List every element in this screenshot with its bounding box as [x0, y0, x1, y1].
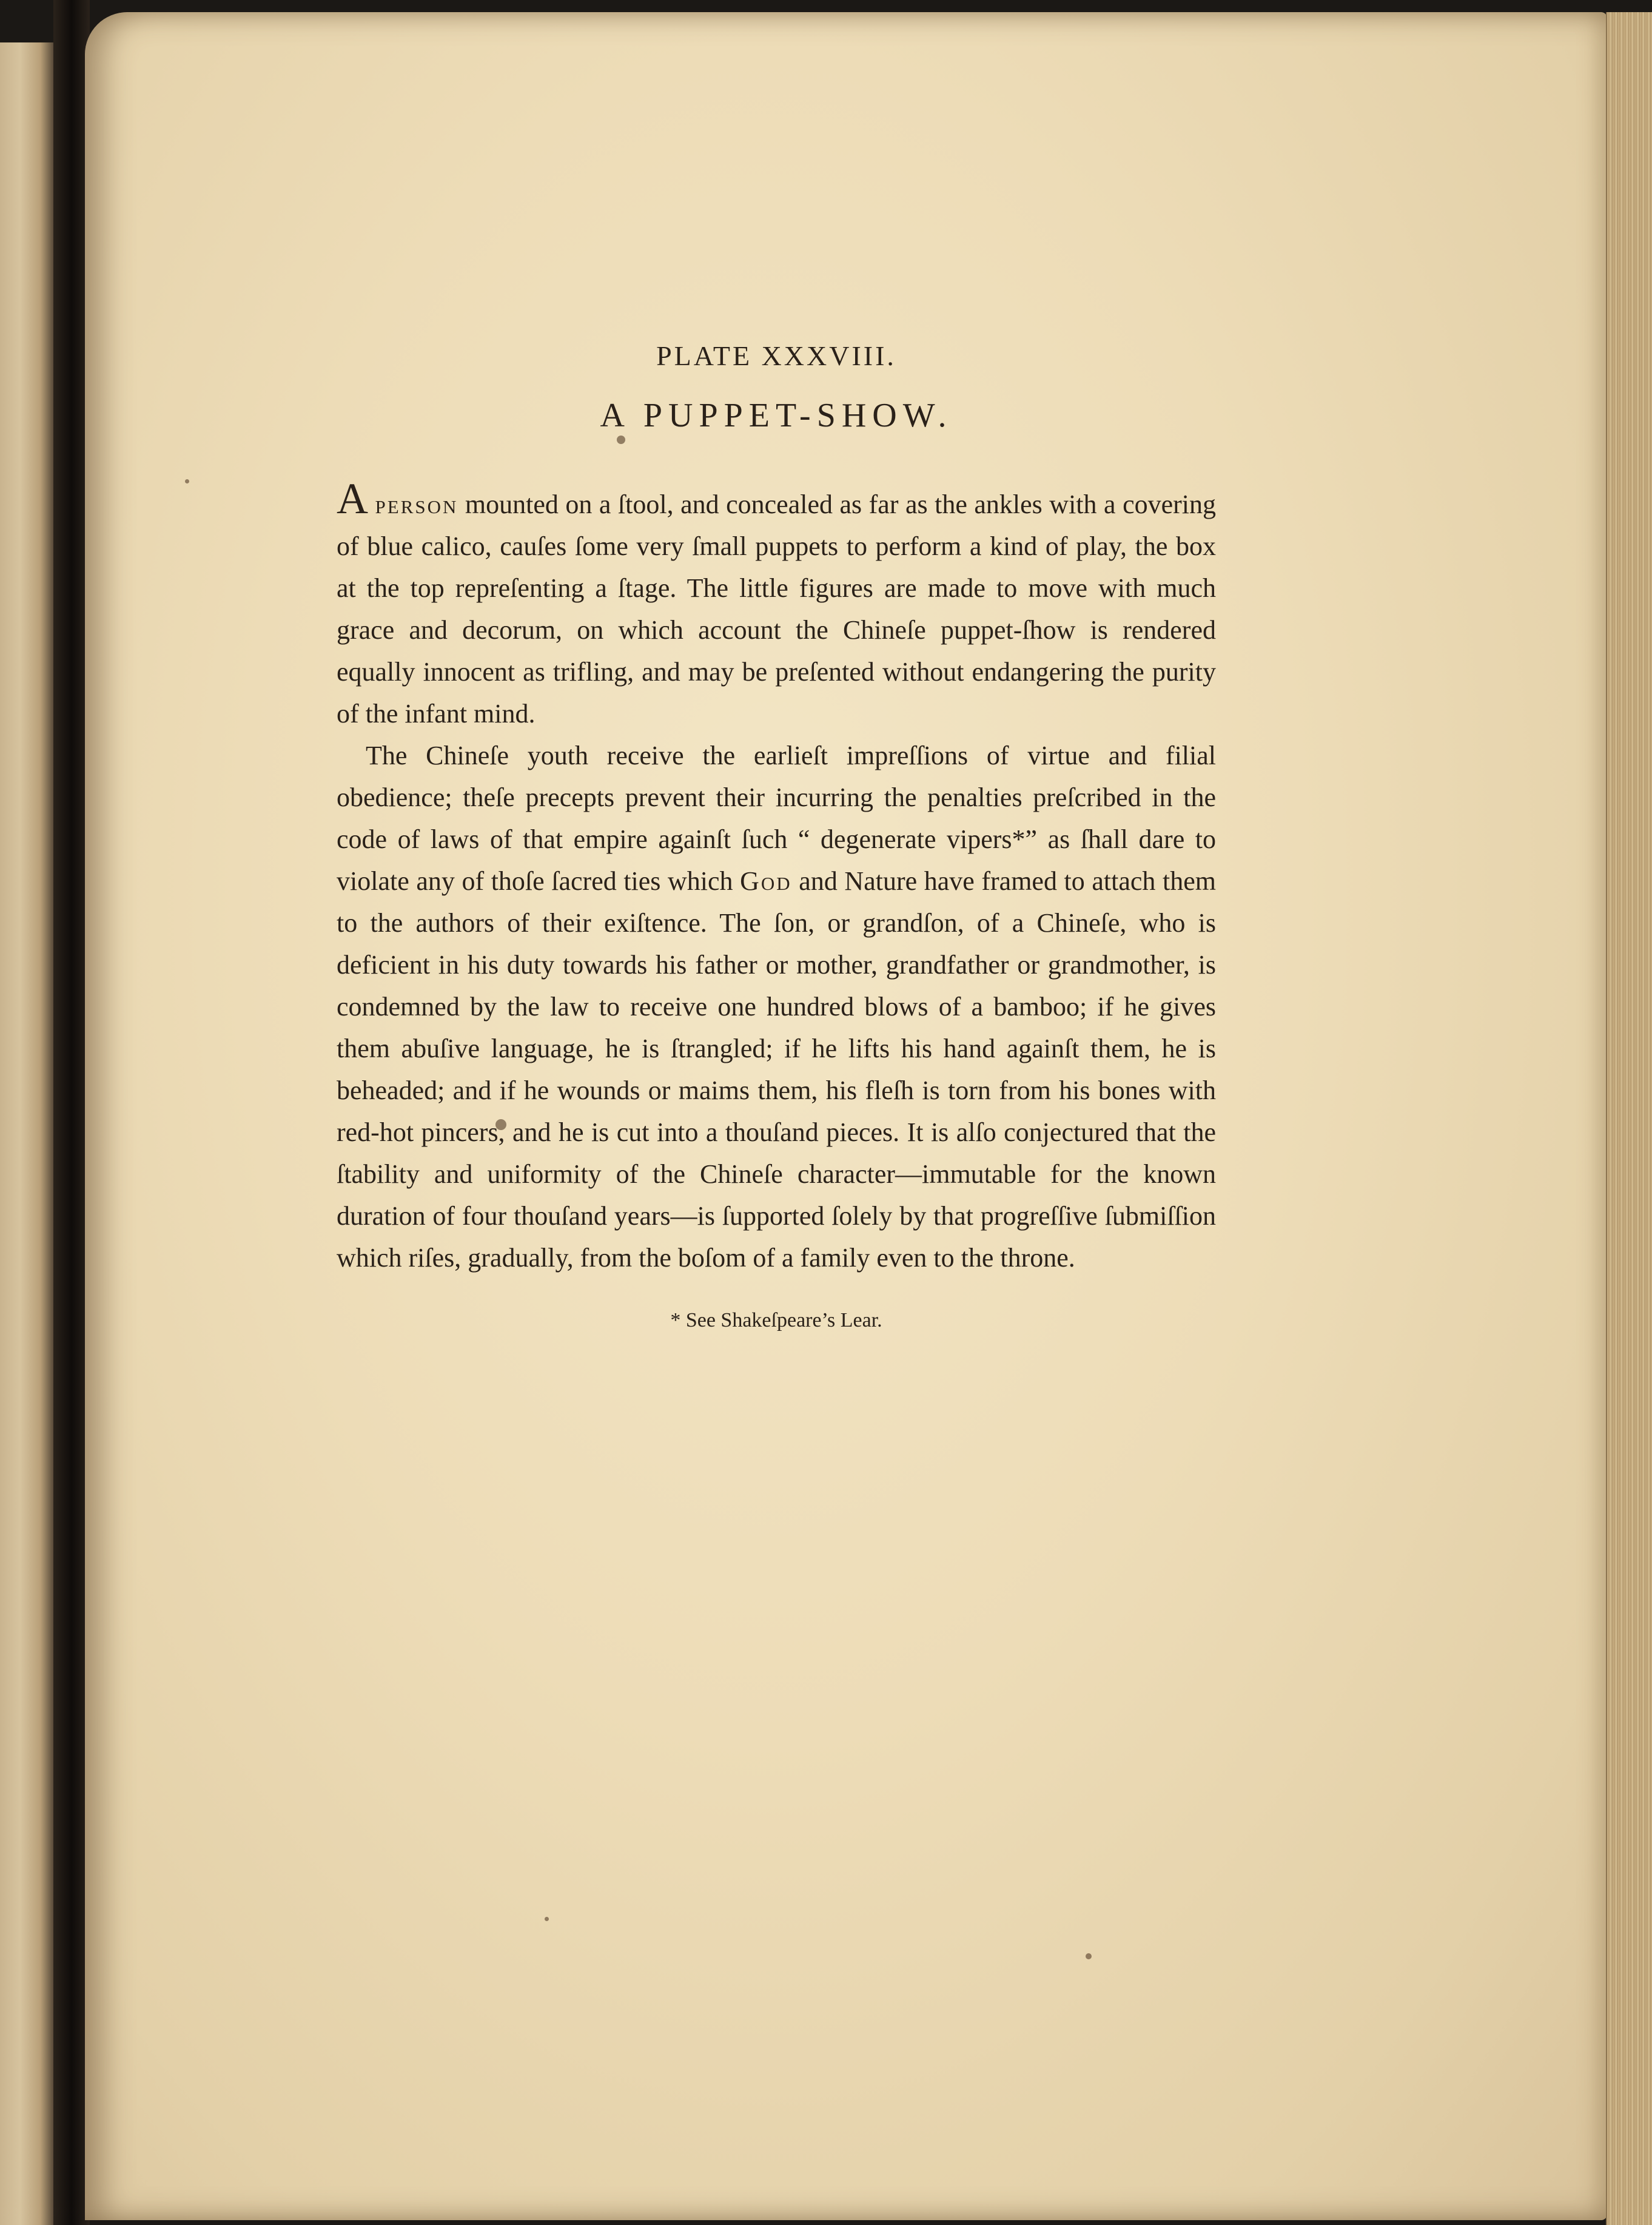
page-fore-edge [1606, 12, 1652, 2225]
god-smallcaps: God [740, 866, 792, 896]
foxing-spot [185, 479, 189, 483]
foxing-spot [545, 1917, 549, 1921]
drop-cap: A [337, 474, 368, 523]
text-block [337, 340, 1216, 1332]
paragraph-2-text-a: The Chineſe youth receive the earlieſt impreſſions of virtue and filial obedience; theſe precepts prevent their incurring the penalties preſcribed in the code of laws of that empire againſt ſuch “ degenerate vipers*” as ſhall dare to violate any of thoſe ſacred ties which [337, 741, 1216, 896]
lead-word: person [375, 490, 458, 519]
plate-number: PLATE XXXVIII. [656, 340, 896, 371]
foxing-spot [1086, 1953, 1092, 1959]
book-gutter [53, 0, 90, 2225]
footnote: * See Shakeſpeare’s Lear. [670, 1309, 882, 1331]
page-title: A PUPPET-SHOW. [600, 397, 953, 434]
facing-page-edge [0, 42, 58, 2225]
paragraph-2-text-b: and Nature have framed to attach them to the authors of their exiſtence. The ſon, or grandſon, of a Chineſe, who is deficient in his duty towards his father or mother, grandfather or grandmother, is condemned by the law to receive one hundred blows of a bamboo; if he gives them abuſive language, he is ſtrangled; if he lifts his hand againſt them, he is beheaded; and if he wounds or maims them, his fleſh is torn from his bones with red-hot pincers, and he is cut into a thouſand pieces. It is alſo conjectured that the ſtability and uniformity of the Chineſe character—immutable for the known duration of four thouſand years—is ſupported ſolely by that progreſſive ſubmiſſion which riſes, gradually, from the boſom of a family even to the throne. [337, 866, 1216, 1273]
paragraph-1-text: mounted on a ſtool, and concealed as far as the ankles with a covering of blue calico, cauſes ſome very ſmall puppets to perform a kind of play, the box at the top repreſenting a ſtage. The little figures are made to move with much grace and decorum, on which account the Chineſe puppet-ſhow is rendered equally innocent as trifling, and may be preſented without endangering the purity of the infant mind. [337, 490, 1217, 729]
paragraph-1 [337, 474, 1217, 735]
paragraph-2 [337, 735, 1216, 1279]
